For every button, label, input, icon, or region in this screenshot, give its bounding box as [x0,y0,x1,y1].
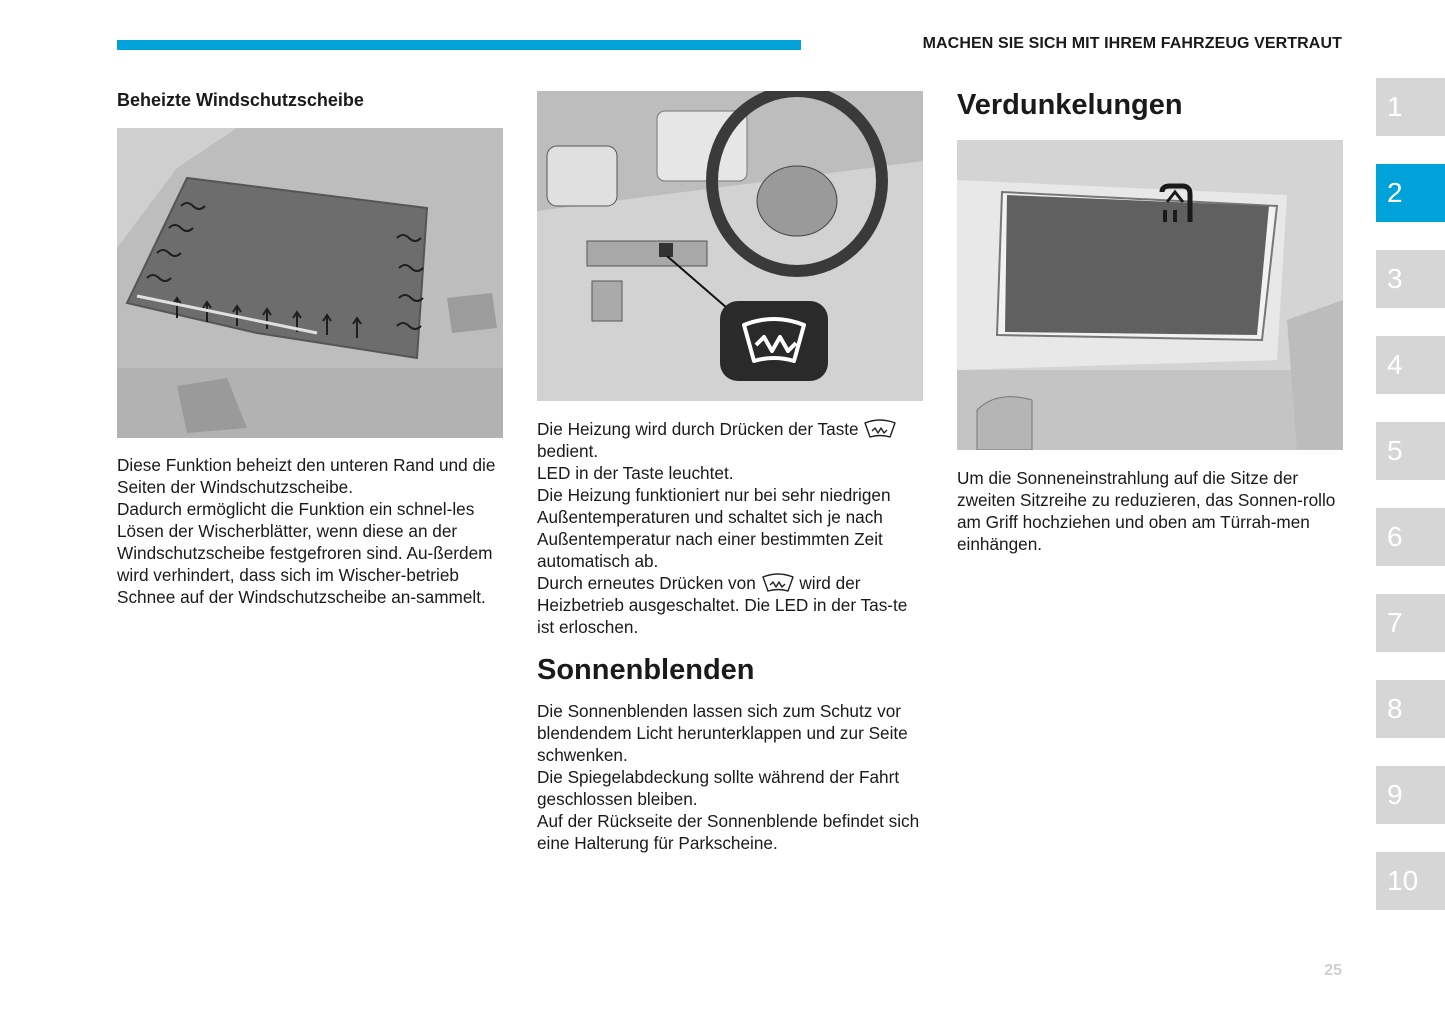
chapter-tab-8[interactable]: 8 [1376,680,1445,738]
heading-sunvisors: Sonnenblenden [537,654,755,686]
figure-dashboard-button [537,91,923,401]
text-switched-off: wird der Heizbetrieb ausgeschaltet. Die LED in der Tas-te ist erloschen. [537,573,908,637]
text-press-again: Durch erneutes Drücken von [537,573,756,593]
paragraph-press-button [537,418,923,462]
chapter-tab-9[interactable]: 9 [1376,766,1445,824]
paragraph: LED in der Taste leuchtet. [537,463,734,483]
heated-windscreen-instructions [537,418,923,638]
paragraph: Die Spiegelabdeckung sollte während der Fahrt geschlossen bleiben. [537,767,900,809]
paragraph-press-again [537,572,923,638]
sunvisors-description [537,700,923,854]
heated-windscreen-icon [761,573,795,593]
header-accent-bar [117,40,801,50]
text-operated: bedient. [537,441,599,461]
paragraph: Auf der Rückseite der Sonnenblende befindet sich eine Halterung für Parkscheine. [537,811,920,853]
page-number: 25 [1324,962,1342,979]
chapter-tab-5[interactable]: 5 [1376,422,1445,480]
heading-blinds: Verdunkelungen [957,89,1183,121]
heated-windscreen-icon [863,419,897,439]
figure-van-windscreen [117,128,503,438]
text-press-button: Die Heizung wird durch Drücken der Taste [537,419,859,439]
blinds-description [957,467,1343,555]
chapter-tab-1[interactable]: 1 [1376,78,1445,136]
paragraph: Diese Funktion beheizt den unteren Rand und die Seiten der Windschutzscheibe. [117,455,496,497]
chapter-tab-7[interactable]: 7 [1376,594,1445,652]
chapter-tab-10[interactable]: 10 [1376,852,1445,910]
paragraph: Die Heizung funktioniert nur bei sehr niedrigen Außentemperaturen und schaltet sich je nach Außentemperatur nach einer bestimmten Zeit automatisch ab. [537,485,891,571]
chapter-tab-6[interactable]: 6 [1376,508,1445,566]
subheading-heated-windscreen: Beheizte Windschutzscheibe [117,90,364,110]
figure-window-blind [957,140,1343,450]
chapter-tab-2[interactable]: 2 [1376,164,1445,222]
chapter-tab-4[interactable]: 4 [1376,336,1445,394]
paragraph: Dadurch ermöglicht die Funktion ein schnel-les Lösen der Wischerblätter, wenn diese an der Windschutzscheibe festgefroren sind. Au-ßerdem wird verhindert, dass sich im Wischer-betrieb Schnee auf der Windschutzscheibe an-sammelt. [117,499,493,607]
paragraph: Die Sonnenblenden lassen sich zum Schutz vor blendendem Licht herunterklappen und zur Seite schwenken. [537,701,908,765]
chapter-tab-3[interactable]: 3 [1376,250,1445,308]
heated-windscreen-description [117,454,503,608]
section-title: MACHEN SIE SICH MIT IHREM FAHRZEUG VERTRAUT [922,35,1342,52]
paragraph: Um die Sonneneinstrahlung auf die Sitze der zweiten Sitzreihe zu reduzieren, das Sonnen-rollo am Griff hochziehen und oben am Türrah-men einhängen. [957,468,1336,554]
